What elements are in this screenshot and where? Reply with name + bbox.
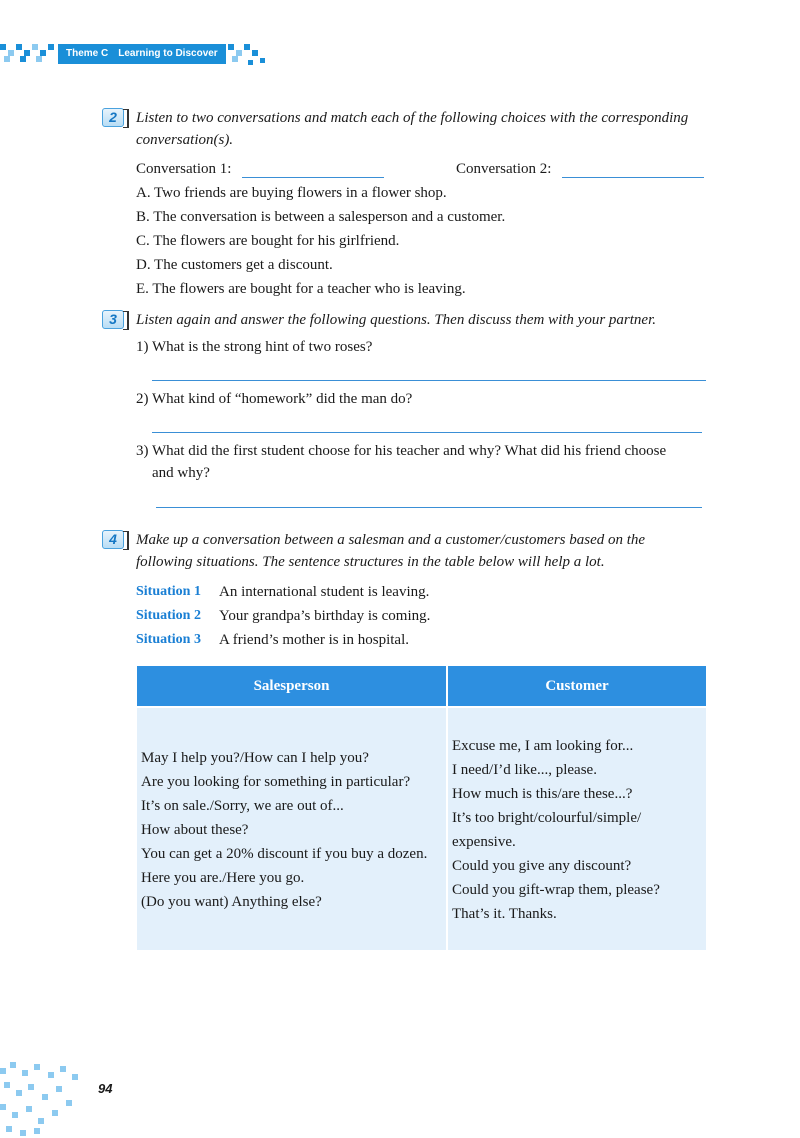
salesperson-phrases (141, 746, 427, 914)
choice-e: E. The flowers are bought for a teacher who is leaving. (136, 281, 466, 297)
header-title: Learning to Discover (118, 48, 218, 59)
phrases-table (137, 666, 706, 950)
task-2-badge: 2 (102, 108, 124, 127)
question-1: 1) What is the strong hint of two roses? (136, 339, 373, 355)
situation-2-text: Your grandpa’s birthday is coming. (219, 608, 431, 624)
situation-3-text: A friend’s mother is in hospital. (219, 632, 409, 648)
customer-phrase: How much is this/are these...? (452, 786, 633, 802)
task-3-badge: 3 (102, 310, 124, 329)
situation-1-label: Situation 1 (136, 584, 201, 599)
customer-phrase: expensive. (452, 834, 516, 850)
salesperson-phrase: May I help you?/How can I help you? (141, 750, 369, 766)
conversation-2-label: Conversation 2: (456, 161, 552, 177)
table-header-salesperson: Salesperson (137, 666, 446, 706)
salesperson-phrase: Are you looking for something in particular? (141, 774, 411, 790)
page-number: 94 (98, 1081, 113, 1096)
question-3: 3) What did the first student choose for his teacher and why? What did his friend choose and why? (136, 443, 667, 481)
customer-phrase: Excuse me, I am looking for... (452, 738, 634, 754)
customer-phrase: It’s too bright/colourful/simple/ (452, 810, 642, 826)
salesperson-phrase: You can get a 20% discount if you buy a dozen. (141, 846, 428, 862)
situation-1-text: An international student is leaving. (219, 584, 430, 600)
question-2-answer-line[interactable] (152, 432, 702, 433)
conversation-2-blank[interactable] (562, 177, 704, 178)
footer-pixel-decoration (0, 1060, 100, 1138)
salesperson-phrase: How about these? (141, 822, 249, 838)
task-4-instruction: Make up a conversation between a salesman and a customer/customers based on the following situations. The sentence structures in the table below will help a lot. (136, 532, 646, 570)
table-cell-customer (448, 708, 706, 950)
task-2-instruction: Listen to two conversations and match each of the following choices with the corresponding conversation(s). (136, 110, 689, 148)
customer-phrases (452, 734, 660, 926)
header-theme: Theme C (66, 48, 109, 59)
task-3-instruction: Listen again and answer the following questions. Then discuss them with your partner. (136, 312, 657, 328)
situation-3-label: Situation 3 (136, 632, 201, 647)
salesperson-phrase: It’s on sale./Sorry, we are out of... (141, 798, 344, 814)
customer-phrase: I need/I’d like..., please. (452, 762, 597, 778)
question-2: 2) What kind of “homework” did the man do? (136, 391, 413, 407)
salesperson-phrase: Here you are./Here you go. (141, 870, 305, 886)
task-4-badge: 4 (102, 530, 124, 549)
salesperson-phrase: (Do you want) Anything else? (141, 894, 322, 910)
question-1-answer-line[interactable] (152, 380, 706, 381)
conversation-1-label: Conversation 1: (136, 161, 232, 177)
situation-2-label: Situation 2 (136, 608, 201, 623)
header-band (58, 44, 226, 64)
table-cell-salesperson (137, 708, 446, 950)
table-header-customer: Customer (448, 666, 706, 706)
customer-phrase: Could you gift-wrap them, please? (452, 882, 660, 898)
choice-d: D. The customers get a discount. (136, 257, 333, 273)
conversation-1-blank[interactable] (242, 177, 384, 178)
customer-phrase: Could you give any discount? (452, 858, 632, 874)
choice-b: B. The conversation is between a salesperson and a customer. (136, 209, 506, 225)
choice-c: C. The flowers are bought for his girlfriend. (136, 233, 400, 249)
customer-phrase: That’s it. Thanks. (452, 906, 557, 922)
question-3-answer-line[interactable] (156, 507, 702, 508)
choice-a: A. Two friends are buying flowers in a flower shop. (136, 185, 447, 201)
